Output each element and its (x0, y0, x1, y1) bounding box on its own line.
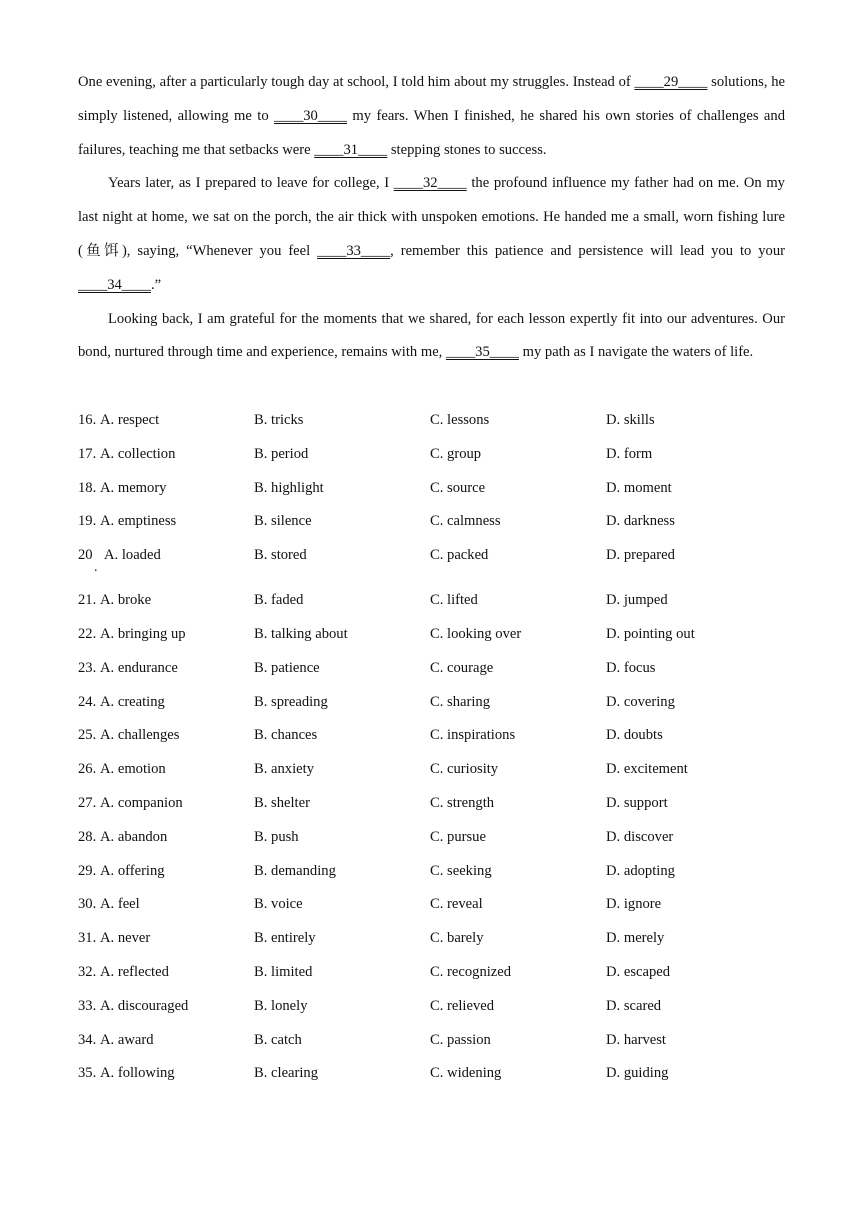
option-a: A. broke (100, 592, 152, 609)
question-row (78, 888, 785, 922)
option-a: A. discouraged (100, 997, 189, 1014)
passage-text: Years later, as I prepared to leave for college, I (108, 175, 394, 192)
option-a: A. emptiness (100, 513, 177, 530)
option-d: D. support (606, 794, 668, 811)
option-a: A. feel (100, 896, 140, 913)
passage-text: my path as I navigate the waters of life. (518, 344, 754, 361)
option-b: B. patience (254, 659, 320, 676)
question-number: 21. (78, 592, 97, 609)
option-d: D. doubts (606, 727, 663, 744)
option-c: C. packed (430, 547, 489, 564)
question-row (78, 539, 785, 584)
option-d: D. ignore (606, 896, 662, 913)
option-a: A. challenges (100, 727, 180, 744)
option-b: B. limited (254, 963, 313, 980)
option-a: A. memory (100, 479, 167, 496)
question-row (78, 1024, 785, 1058)
option-b: B. tricks (254, 412, 304, 428)
option-c: C. widening (430, 1065, 502, 1082)
option-d: D. skills (606, 412, 655, 428)
question-row (78, 821, 785, 855)
question-number: 33. (78, 997, 97, 1014)
option-d: D. adopting (606, 862, 675, 879)
question-number: 23. (78, 659, 97, 676)
question-row (78, 505, 785, 539)
question-number: 28. (78, 828, 97, 845)
blank-30: ____30____ (274, 107, 348, 124)
question-row (78, 652, 785, 686)
question-number: 16. (78, 412, 97, 428)
option-b: B. lonely (254, 997, 308, 1014)
question-row (78, 787, 785, 821)
option-b: B. stored (254, 547, 307, 564)
option-d: D. jumped (606, 592, 668, 609)
blank-29: ____29____ (634, 74, 708, 90)
paragraph-1 (78, 66, 785, 167)
question-number: 25. (78, 727, 97, 744)
option-a: A. respect (100, 412, 160, 428)
question-row (78, 990, 785, 1024)
passage-text: One evening, after a particularly tough day at school, I told him about my struggles. Instead of (78, 74, 635, 90)
passage-text: solutions, he simply listened, allowing me to (78, 74, 785, 124)
option-b: B. chances (254, 727, 318, 744)
option-d: D. scared (606, 997, 662, 1014)
blank-31: ____31____ (314, 141, 388, 158)
passage-text: , remember this patience and persistence will lead you to your (390, 242, 785, 259)
option-d: D. darkness (606, 513, 675, 530)
question-row (78, 584, 785, 618)
option-a: A. following (100, 1065, 175, 1082)
question-row (78, 472, 785, 506)
option-c: C. group (430, 445, 482, 462)
question-number: 24. (78, 693, 97, 710)
option-c: C. reveal (430, 896, 483, 913)
question-number: 27. (78, 794, 97, 811)
option-b: B. entirely (254, 930, 316, 947)
option-c: C. sharing (430, 693, 490, 710)
option-c: C. courage (430, 659, 494, 676)
question-number: 35. (78, 1065, 97, 1082)
paragraph-2 (78, 167, 785, 302)
option-d: D. focus (606, 659, 656, 676)
option-d: D. pointing out (606, 625, 695, 642)
question-number: 30. (78, 896, 97, 913)
option-b: B. anxiety (254, 761, 314, 778)
question-row (78, 686, 785, 720)
option-b: B. talking about (254, 625, 348, 642)
question-number: 32. (78, 963, 97, 980)
option-b: B. highlight (254, 479, 324, 496)
question-number: 26. (78, 761, 97, 778)
option-c: C. source (430, 479, 486, 496)
question-row (78, 719, 785, 753)
option-b: B. faded (254, 592, 304, 609)
option-a: A. reflected (100, 963, 169, 980)
option-c: C. calmness (430, 513, 501, 530)
option-c: C. lessons (430, 412, 490, 428)
passage-text: .” (150, 276, 162, 293)
option-a: A. loaded (104, 547, 161, 564)
blank-34: ____34____ (78, 276, 151, 293)
option-d: D. merely (606, 930, 665, 947)
question-row (78, 956, 785, 990)
option-a: A. never (100, 930, 151, 947)
question-number: 22. (78, 625, 97, 642)
question-list (78, 404, 785, 1091)
option-a: A. award (100, 1031, 154, 1048)
question-number: 20 (78, 547, 93, 564)
option-b: B. catch (254, 1031, 302, 1048)
option-a: A. endurance (100, 659, 178, 676)
option-c: C. pursue (430, 828, 486, 845)
option-a: A. companion (100, 794, 183, 811)
option-b: B. spreading (254, 693, 328, 710)
question-number: 17. (78, 445, 97, 462)
option-a: A. offering (100, 862, 165, 879)
option-b: B. push (254, 828, 299, 845)
option-c: C. seeking (430, 862, 492, 879)
option-d: D. guiding (606, 1065, 669, 1082)
question-row (78, 1057, 785, 1091)
stray-dot-mark: . (94, 560, 98, 576)
question-number: 19. (78, 513, 97, 530)
passage-text: stepping stones to success. (387, 141, 547, 158)
option-d: D. harvest (606, 1031, 666, 1048)
question-row (78, 404, 785, 438)
option-c: C. lifted (430, 592, 478, 609)
option-c: C. recognized (430, 963, 512, 980)
option-a: A. abandon (100, 828, 168, 845)
option-c: C. strength (430, 794, 495, 811)
option-b: B. voice (254, 896, 303, 913)
question-number: 29. (78, 862, 97, 879)
option-a: A. emotion (100, 761, 166, 778)
option-c: C. relieved (430, 997, 495, 1014)
option-d: D. moment (606, 479, 672, 496)
option-b: B. demanding (254, 862, 336, 879)
option-c: C. passion (430, 1031, 491, 1048)
question-row (78, 922, 785, 956)
option-b: B. period (254, 445, 309, 462)
option-d: D. prepared (606, 547, 675, 564)
question-row (78, 855, 785, 889)
option-d: D. form (606, 445, 653, 462)
question-row (78, 618, 785, 652)
question-row (78, 438, 785, 472)
option-a: A. creating (100, 693, 165, 710)
blank-33: ____33____ (317, 242, 391, 259)
option-b: B. shelter (254, 794, 310, 811)
option-c: C. looking over (430, 625, 522, 642)
option-d: D. discover (606, 828, 674, 845)
option-d: D. escaped (606, 963, 671, 980)
option-d: D. excitement (606, 761, 688, 778)
option-b: B. silence (254, 513, 312, 530)
question-row (78, 753, 785, 787)
option-d: D. covering (606, 693, 675, 710)
paragraph-3 (78, 303, 785, 371)
question-number: 18. (78, 479, 97, 496)
passage-text: Looking back, I am grateful for the moments that we shared, for each lesson expertly fit into our adventures. Our bond, nurtured through time and experience, remains with me, (78, 310, 785, 361)
blank-32: ____32____ (393, 175, 467, 192)
option-c: C. curiosity (430, 761, 499, 778)
question-number: 31. (78, 930, 97, 947)
blank-35: ____35____ (445, 344, 519, 361)
passage (78, 66, 785, 370)
option-c: C. inspirations (430, 727, 516, 744)
option-a: A. bringing up (100, 625, 186, 642)
passage-text: my fears. When I finished, he shared his own stories of challenges and failures, teaching me that setbacks were (78, 107, 785, 158)
passage-text: the profound influence my father had on me. On my last night at home, we sat on the porch, the air thick with unspoken emotions. He handed me a small, worn fishing lure (鱼饵), saying, “Whenever you feel (78, 175, 785, 259)
option-b: B. clearing (254, 1065, 319, 1082)
question-number: 34. (78, 1031, 97, 1048)
option-a: A. collection (100, 445, 176, 462)
option-c: C. barely (430, 930, 484, 947)
